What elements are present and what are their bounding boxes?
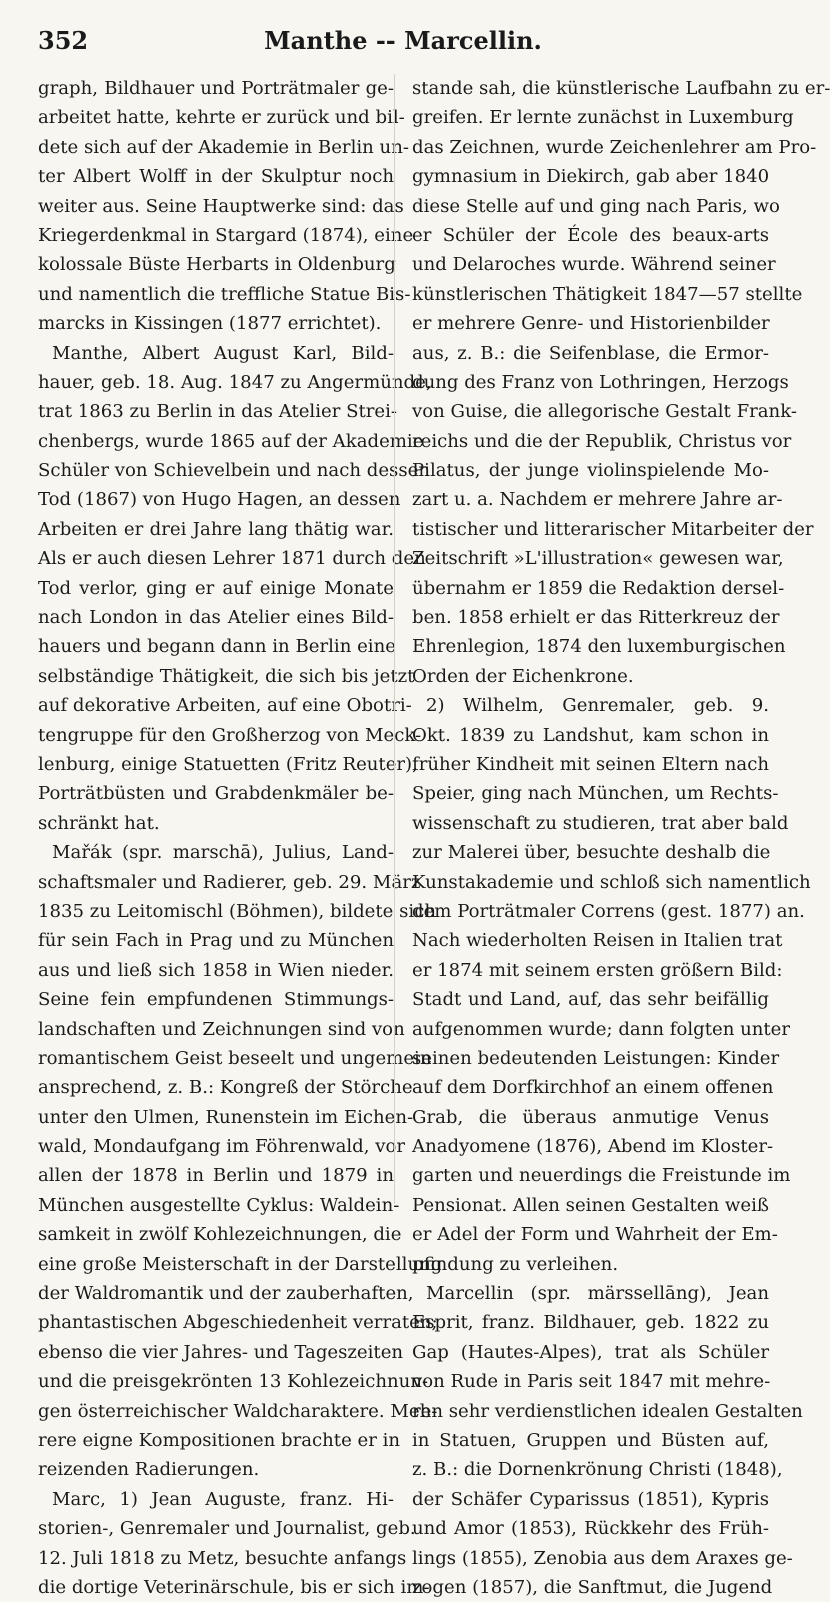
- text-line: ter Albert Wolff in der Skulptur noch: [38, 166, 394, 188]
- text-line: Anadyomene (1876), Abend im Kloster-: [412, 1136, 774, 1158]
- text-line: phantastischen Abgeschiedenheit verraten;: [38, 1312, 438, 1334]
- text-line: samkeit in zwölf Kohlezeichnungen, die: [38, 1224, 402, 1246]
- text-line: Stadt und Land, auf, das sehr beifällig: [412, 989, 769, 1011]
- text-line: und Delaroches wurde. Während seiner: [412, 254, 776, 276]
- text-line: Manthe, Albert August Karl, Bild-: [52, 342, 394, 364]
- text-line: marcks in Kissingen (1877 errichtet).: [38, 313, 382, 335]
- text-line: auf dem Dorfkirchhof an einem offenen: [412, 1077, 774, 1099]
- text-line: er 1874 mit seinem ersten größern Bild:: [412, 959, 783, 981]
- text-line: und Amor (1853), Rückkehr des Früh-: [412, 1518, 769, 1540]
- text-line: Esprit, franz. Bildhauer, geb. 1822 zu: [412, 1312, 769, 1334]
- text-line: das Zeichnen, wurde Zeichenlehrer am Pro-: [412, 136, 817, 158]
- text-line: Tod (1867) von Hugo Hagen, an dessen: [38, 489, 401, 511]
- text-line: kolossale Büste Herbarts in Oldenburg: [38, 254, 396, 276]
- text-line: greifen. Er lernte zunächst in Luxemburg: [412, 107, 794, 129]
- column-divider: [394, 74, 395, 1204]
- text-line: Zeitschrift »L'illustration« gewesen war,: [412, 548, 784, 570]
- text-line: übernahm er 1859 die Redaktion dersel-: [412, 577, 785, 599]
- text-line: für sein Fach in Prag und zu München: [38, 930, 394, 952]
- text-line: künstlerischen Thätigkeit 1847—57 stellte: [412, 283, 803, 305]
- text-line: Kunstakademie und schloß sich namentlich: [412, 871, 811, 893]
- text-line: Als er auch diesen Lehrer 1871 durch den: [38, 548, 426, 570]
- text-line: Pilatus, der junge violinspielende Mo-: [412, 460, 769, 482]
- text-line: 12. Juli 1818 zu Metz, besuchte anfangs: [38, 1547, 407, 1569]
- text-line: ebenso die vier Jahres- und Tageszeiten: [38, 1341, 404, 1363]
- text-line: ansprechend, z. B.: Kongreß der Störche: [38, 1077, 413, 1099]
- page-header: [38, 22, 768, 62]
- running-head: Manthe -- Marcellin.: [264, 26, 542, 55]
- text-line: graph, Bildhauer und Porträtmaler ge-: [38, 78, 394, 99]
- text-line: Okt. 1839 zu Landshut, kam schon in: [412, 724, 769, 746]
- text-line: stande sah, die künstlerische Laufbahn zu er-: [412, 78, 830, 99]
- text-line: Seine fein empfundenen Stimmungs-: [38, 989, 394, 1011]
- text-line: er mehrere Genre- und Historienbilder: [412, 313, 770, 335]
- text-line: Grab, die überaus anmutige Venus: [412, 1106, 769, 1128]
- text-line: tengruppe für den Großherzog von Meck-: [38, 724, 422, 746]
- text-line: der Waldromantik und der zauberhaften,: [38, 1283, 414, 1305]
- text-line: schränkt hat.: [38, 812, 160, 834]
- text-line: tistischer und litterarischer Mitarbeiter der: [412, 518, 814, 540]
- text-line: Ehrenlegion, 1874 den luxemburgischen: [412, 636, 786, 658]
- text-line: in Statuen, Gruppen und Büsten auf,: [412, 1429, 769, 1451]
- text-line: wissenschaft zu studieren, trat aber bald: [412, 812, 789, 834]
- text-line: der Schäfer Cyparissus (1851), Kypris: [412, 1488, 769, 1510]
- text-line: Speier, ging nach München, um Rechts-: [412, 783, 779, 805]
- text-line: romantischem Geist beseelt und ungemein: [38, 1047, 432, 1069]
- text-line: hauers und begann dann in Berlin eine: [38, 636, 396, 658]
- text-line: schaftsmaler und Radierer, geb. 29. März: [38, 871, 421, 893]
- text-line: Tod verlor, ging er auf einige Monate: [38, 577, 394, 599]
- text-line: Arbeiten er drei Jahre lang thätig war.: [38, 518, 394, 540]
- text-line: arbeitet hatte, kehrte er zurück und bil-: [38, 107, 405, 129]
- text-line: auf dekorative Arbeiten, auf eine Obotri-: [38, 695, 412, 717]
- text-line: Pensionat. Allen seinen Gestalten weiß: [412, 1194, 769, 1216]
- text-line: reichs und die der Republik, Christus vor: [412, 430, 792, 452]
- text-line: 1835 zu Leitomischl (Böhmen), bildete sich: [38, 900, 436, 922]
- text-line: chenbergs, wurde 1865 auf der Akademie: [38, 430, 424, 452]
- text-line: selbständige Thätigkeit, die sich bis jetzt: [38, 665, 415, 687]
- text-line: ren sehr verdienstlichen idealen Gestalten: [412, 1400, 803, 1422]
- text-line: unter den Ulmen, Runenstein im Eichen-: [38, 1106, 414, 1128]
- text-line: reizenden Radierungen.: [38, 1459, 260, 1481]
- text-line: allen der 1878 in Berlin und 1879 in: [38, 1165, 394, 1187]
- text-line: wald, Mondaufgang im Föhrenwald, vor: [38, 1136, 406, 1158]
- text-line: dete sich auf der Akademie in Berlin un-: [38, 136, 409, 158]
- right-column: [412, 74, 830, 1602]
- text-line: Kriegerdenkmal in Stargard (1874), eine: [38, 224, 414, 246]
- text-line: zogen (1857), die Sanftmut, die Jugend: [412, 1576, 773, 1598]
- text-line: eine große Meisterschaft in der Darstellung: [38, 1253, 443, 1275]
- text-line: rere eigne Kompositionen brachte er in: [38, 1429, 401, 1451]
- text-line: er Schüler der École des beaux-arts: [412, 224, 769, 246]
- text-line: weiter aus. Seine Hauptwerke sind: das: [38, 195, 404, 217]
- text-line: zur Malerei über, besuchte deshalb die: [412, 842, 771, 864]
- text-line: lings (1855), Zenobia aus dem Araxes ge-: [412, 1547, 793, 1569]
- text-line: lenburg, einige Statuetten (Fritz Reuter),: [38, 753, 418, 775]
- text-line: aufgenommen wurde; dann folgten unter: [412, 1018, 791, 1040]
- text-line: pfindung zu verleihen.: [412, 1253, 619, 1275]
- text-line: Schüler von Schievelbein und nach dessen: [38, 460, 430, 482]
- text-line: die dortige Veterinärschule, bis er sich im-: [38, 1576, 430, 1598]
- text-line: gymnasium in Diekirch, gab aber 1840: [412, 166, 770, 188]
- text-line: gen österreichischer Waldcharaktere. Meh-: [38, 1400, 438, 1422]
- text-line: nach London in das Atelier eines Bild-: [38, 607, 394, 629]
- text-line: von Rude in Paris seit 1847 mit mehre-: [412, 1371, 771, 1393]
- text-line: München ausgestellte Cyklus: Waldein-: [38, 1194, 400, 1216]
- text-line: landschaften und Zeichnungen sind von: [38, 1018, 405, 1040]
- text-line: er Adel der Form und Wahrheit der Em-: [412, 1224, 778, 1246]
- text-line: Marc, 1) Jean Auguste, franz. Hi-: [52, 1488, 394, 1510]
- text-line: dung des Franz von Lothringen, Herzogs: [412, 371, 789, 393]
- text-line: trat 1863 zu Berlin in das Atelier Strei-: [38, 401, 398, 423]
- left-column: [38, 74, 443, 1602]
- text-line: Nach wiederholten Reisen in Italien trat: [412, 930, 783, 952]
- text-line: storien-, Genremaler und Journalist, geb.: [38, 1518, 416, 1540]
- text-line: zart u. a. Nachdem er mehrere Jahre ar-: [412, 489, 783, 511]
- text-line: garten und neuerdings die Freistunde im: [412, 1165, 791, 1187]
- text-line: Marcellin (spr. märssellāng), Jean: [426, 1283, 769, 1305]
- text-line: von Guise, die allegorische Gestalt Frank-: [412, 401, 797, 423]
- text-line: Orden der Eichenkrone.: [412, 665, 634, 687]
- text-line: und die preisgekrönten 13 Kohlezeichnun-: [38, 1371, 429, 1393]
- text-line: Gap (Hautes-Alpes), trat als Schüler: [412, 1341, 769, 1363]
- text-line: früher Kindheit mit seinen Eltern nach: [412, 753, 769, 775]
- page-number: 352: [38, 26, 89, 55]
- text-line: aus und ließ sich 1858 in Wien nieder.: [38, 959, 394, 981]
- text-line: diese Stelle auf und ging nach Paris, wo: [412, 195, 780, 217]
- text-line: aus, z. B.: die Seifenblase, die Ermor-: [412, 342, 769, 364]
- text-line: 2) Wilhelm, Genremaler, geb. 9.: [426, 695, 769, 717]
- text-line: Porträtbüsten und Grabdenkmäler be-: [38, 783, 394, 805]
- text-line: Mařák (spr. marschā), Julius, Land-: [52, 842, 394, 864]
- text-line: hauer, geb. 18. Aug. 1847 zu Angermünde,: [38, 371, 432, 393]
- text-line: ben. 1858 erhielt er das Ritterkreuz der: [412, 607, 780, 629]
- text-line: dem Porträtmaler Correns (gest. 1877) an.: [412, 900, 805, 922]
- text-line: seinen bedeutenden Leistungen: Kinder: [412, 1047, 780, 1069]
- text-line: z. B.: die Dornenkrönung Christi (1848),: [412, 1459, 783, 1481]
- text-line: und namentlich die treffliche Statue Bis-: [38, 283, 411, 305]
